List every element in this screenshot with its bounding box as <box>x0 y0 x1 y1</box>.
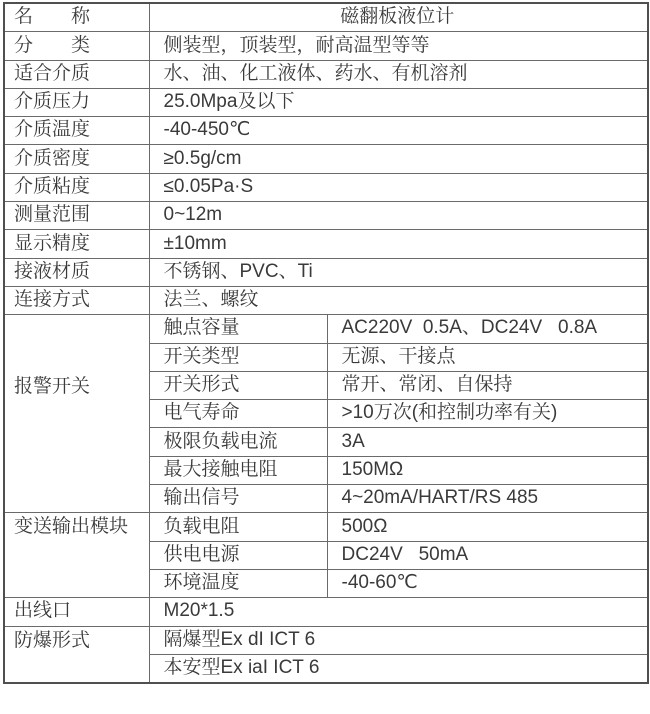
ambient-temperature-label: 环境温度 <box>149 569 327 597</box>
table-row <box>4 258 648 286</box>
electrical-life-label: 电气寿命 <box>149 400 327 428</box>
name-value: 磁翻板液位计 <box>149 3 648 32</box>
category-label: 分 类 <box>4 32 149 60</box>
table-row <box>4 513 648 541</box>
suitable-media-label: 适合介质 <box>4 60 149 88</box>
transmitter-module-group-label: 变送输出模块 <box>4 513 149 598</box>
table-row <box>4 598 648 626</box>
spec-table <box>3 2 649 684</box>
switch-form-label: 开关形式 <box>149 371 327 399</box>
table-row <box>4 230 648 258</box>
measure-range-value: 0~12m <box>149 202 648 230</box>
output-signal-value: 4~20mA/HART/RS 485 <box>327 485 648 513</box>
measure-range-label: 测量范围 <box>4 202 149 230</box>
media-viscosity-label: 介质粘度 <box>4 173 149 201</box>
media-temperature-value: -40-450℃ <box>149 117 648 145</box>
connection-value: 法兰、螺纹 <box>149 286 648 314</box>
media-density-value: ≥0.5g/cm <box>149 145 648 173</box>
table-row <box>4 315 648 343</box>
contact-capacity-label: 触点容量 <box>149 315 327 343</box>
wetted-material-value: 不锈钢、PVC、Ti <box>149 258 648 286</box>
cable-outlet-label: 出线口 <box>4 598 149 626</box>
table-row <box>4 3 648 32</box>
name-label: 名 称 <box>4 3 149 32</box>
contact-capacity-value: AC220V 0.5A、DC24V 0.8A <box>327 315 648 343</box>
flameproof-value: 隔爆型Ex dI ICT 6 <box>149 626 648 654</box>
power-supply-label: 供电电源 <box>149 541 327 569</box>
media-density-label: 介质密度 <box>4 145 149 173</box>
switch-form-value: 常开、常闭、自保持 <box>327 371 648 399</box>
table-row <box>4 88 648 116</box>
limit-load-current-label: 极限负载电流 <box>149 428 327 456</box>
switch-type-label: 开关类型 <box>149 343 327 371</box>
table-row <box>4 202 648 230</box>
load-resistance-value: 500Ω <box>327 513 648 541</box>
limit-load-current-value: 3A <box>327 428 648 456</box>
table-row <box>4 145 648 173</box>
display-accuracy-value: ±10mm <box>149 230 648 258</box>
category-value: 侧装型，顶装型，耐高温型等等 <box>149 32 648 60</box>
table-row <box>4 286 648 314</box>
table-row <box>4 32 648 60</box>
table-row <box>4 173 648 201</box>
power-supply-value: DC24V 50mA <box>327 541 648 569</box>
media-pressure-label: 介质压力 <box>4 88 149 116</box>
table-row <box>4 117 648 145</box>
table-row <box>4 626 648 654</box>
media-viscosity-value: ≤0.05Pa·S <box>149 173 648 201</box>
load-resistance-label: 负载电阻 <box>149 513 327 541</box>
explosion-proof-group-label: 防爆形式 <box>4 626 149 683</box>
media-temperature-label: 介质温度 <box>4 117 149 145</box>
switch-type-value: 无源、干接点 <box>327 343 648 371</box>
ambient-temperature-value: -40-60℃ <box>327 569 648 597</box>
intrinsically-safe-value: 本安型Ex iaI ICT 6 <box>149 654 648 683</box>
cable-outlet-value: M20*1.5 <box>149 598 648 626</box>
display-accuracy-label: 显示精度 <box>4 230 149 258</box>
max-contact-resistance-label: 最大接触电阻 <box>149 456 327 484</box>
media-pressure-value: 25.0Mpa及以下 <box>149 88 648 116</box>
connection-label: 连接方式 <box>4 286 149 314</box>
suitable-media-value: 水、油、化工液体、药水、有机溶剂 <box>149 60 648 88</box>
wetted-material-label: 接液材质 <box>4 258 149 286</box>
output-signal-label: 输出信号 <box>149 485 327 513</box>
alarm-switch-group-label: 报警开关 <box>4 315 149 513</box>
electrical-life-value: >10万次(和控制功率有关) <box>327 400 648 428</box>
max-contact-resistance-value: 150MΩ <box>327 456 648 484</box>
table-row <box>4 60 648 88</box>
